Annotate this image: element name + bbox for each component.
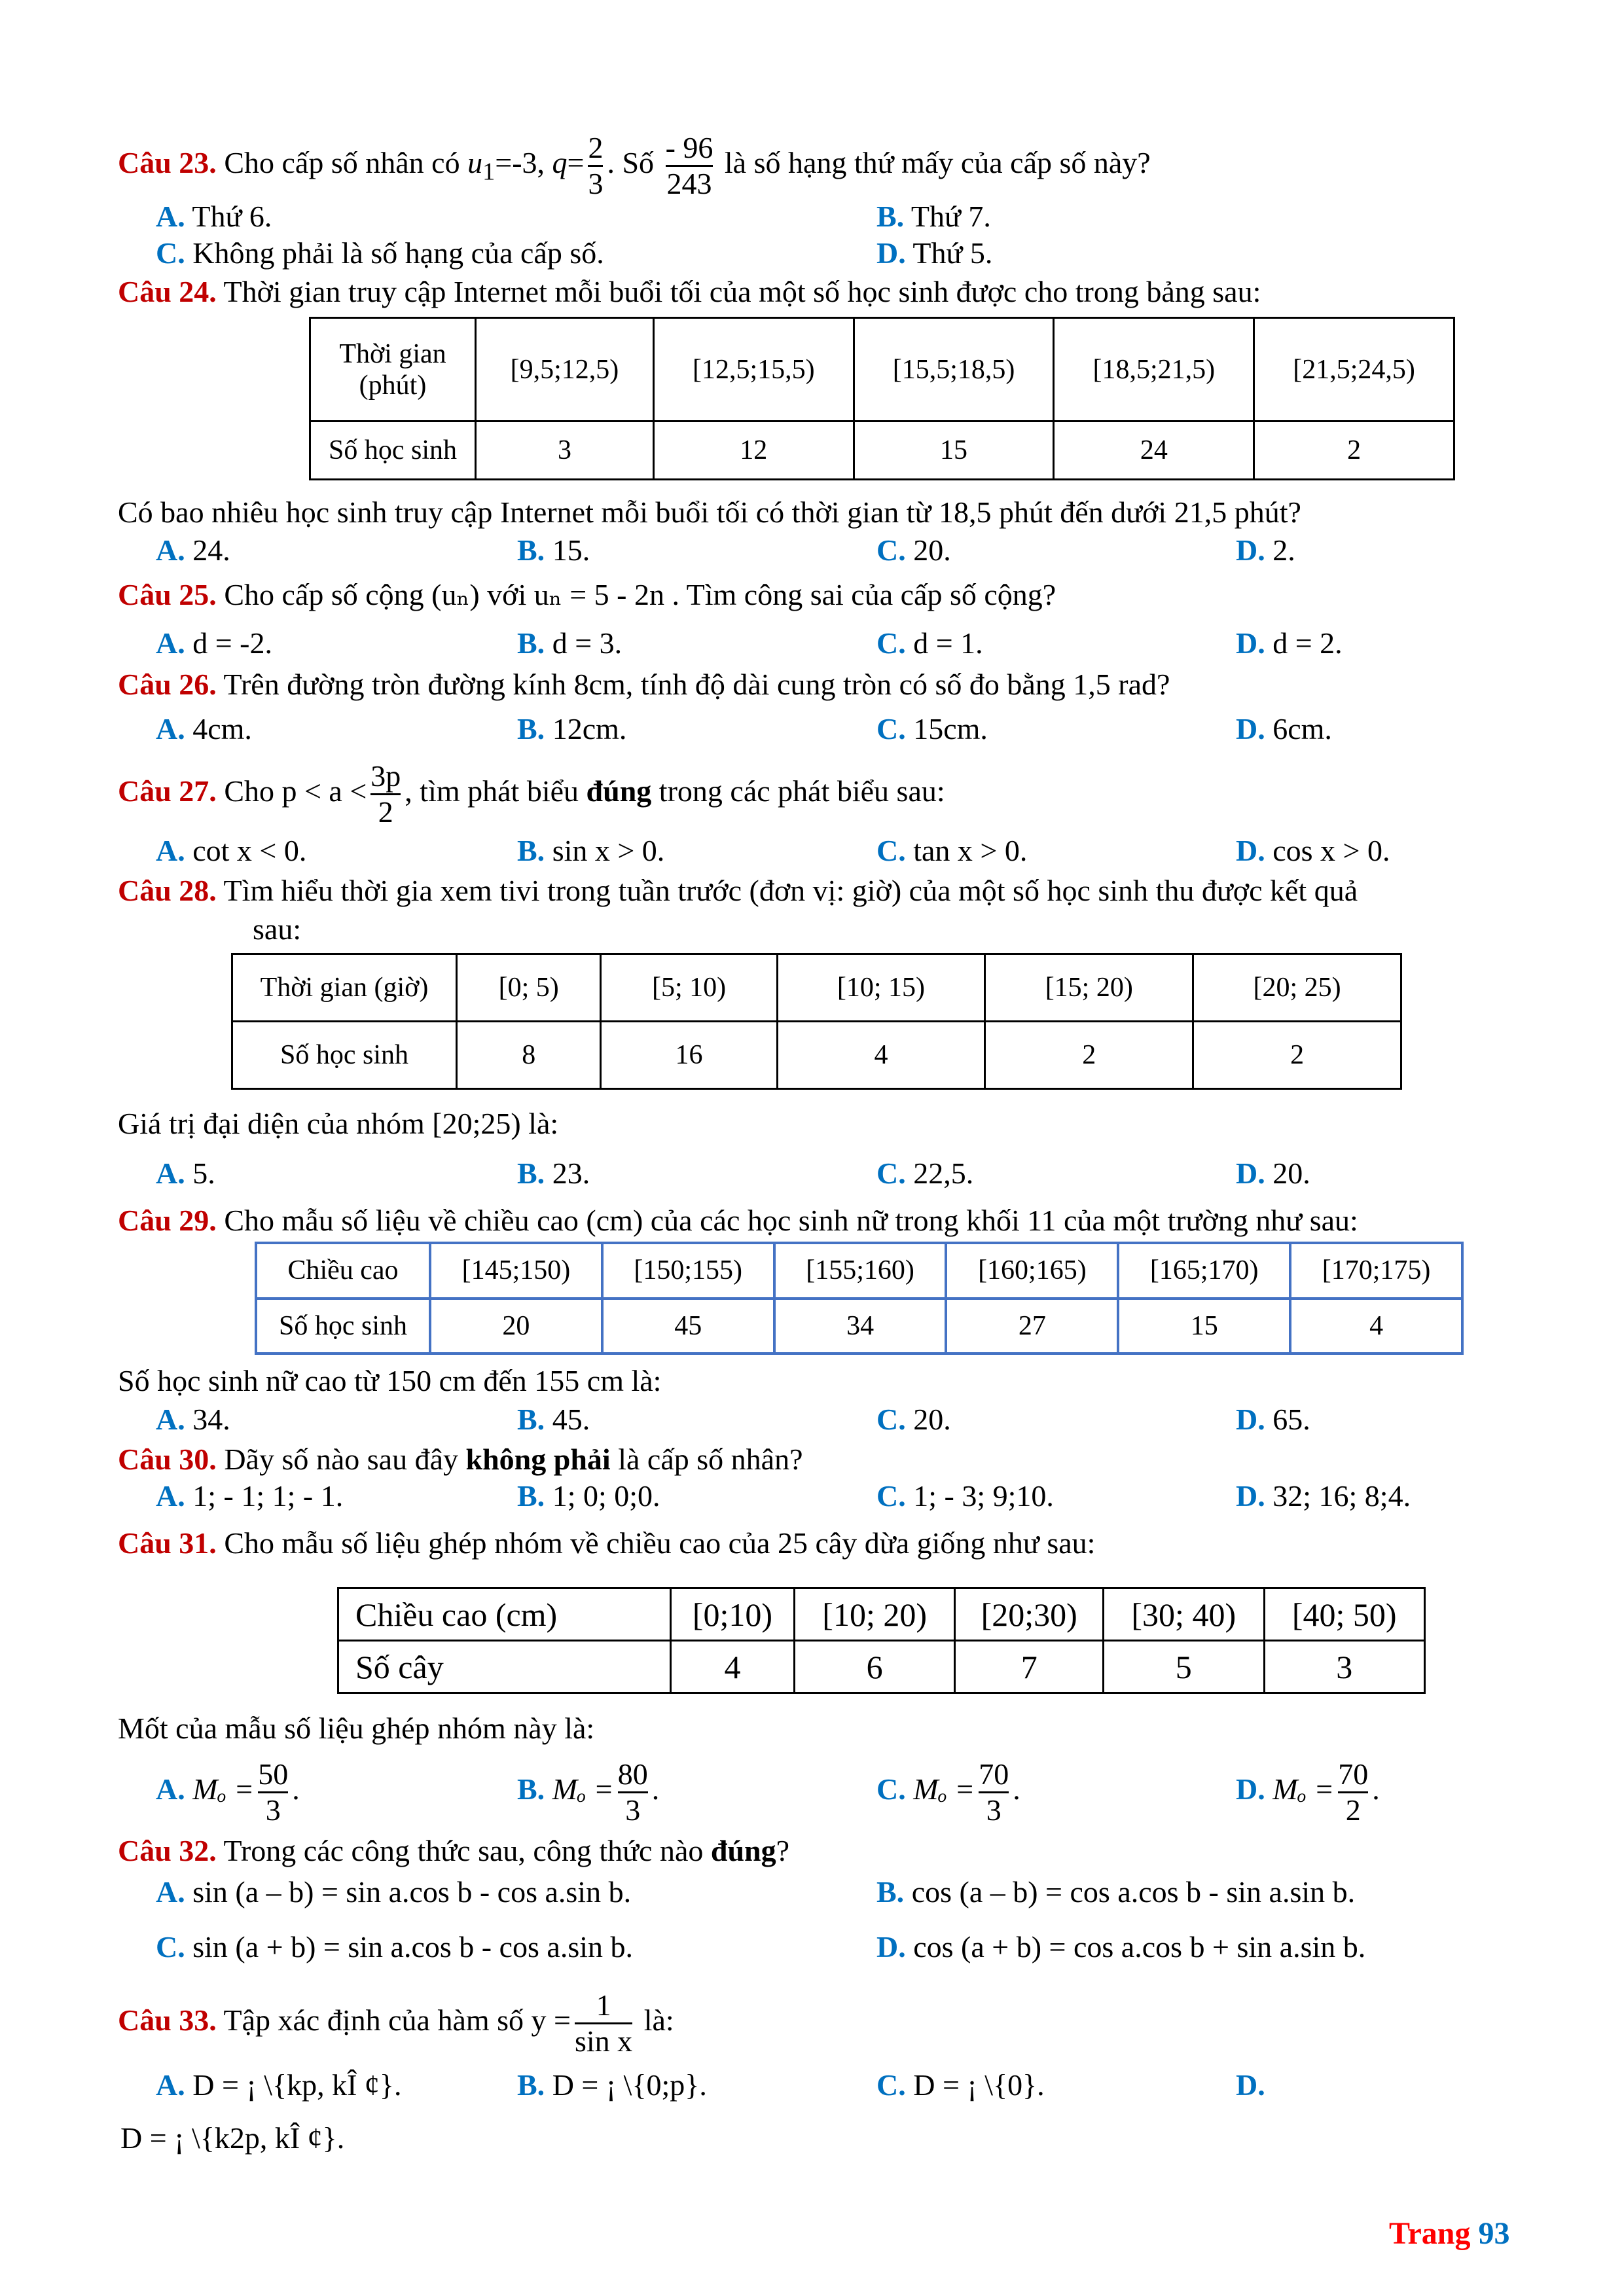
fraction [666,131,713,201]
fraction [1338,1757,1368,1827]
fraction [370,759,401,829]
option-text: Mₒ = [552,1772,614,1806]
option-text: 45. [552,1403,590,1436]
option-d[interactable] [876,1928,1365,1967]
numerator: 70 [979,1757,1009,1791]
option-d[interactable] [1236,831,1390,870]
option-a[interactable] [156,1400,230,1439]
option-letter: A. [156,626,185,660]
table-cell: 3 [1264,1641,1425,1693]
table-header: Số cây [338,1641,671,1693]
option-d[interactable] [1236,709,1332,749]
option-letter: D. [1236,626,1265,660]
option-b[interactable] [517,1400,590,1439]
table-cell: [20; 25) [1193,954,1401,1022]
math: u [467,146,483,180]
table-cell: 2 [1193,1022,1401,1089]
option-d-letter[interactable] [1236,2066,1265,2105]
table-cell: 15 [854,422,1054,480]
question-text: Mốt của mẫu số liệu ghép nhóm này là: [118,1712,595,1745]
option-letter: D. [1236,1403,1265,1436]
fraction [618,1757,648,1827]
option-letter: C. [876,1157,906,1190]
option-c[interactable] [876,1154,973,1193]
option-letter: C. [876,712,906,745]
option-c[interactable] [876,2066,1045,2105]
page-label: Trang [1389,2216,1471,2251]
option-text: 4cm. [192,712,252,745]
option-text: D = ¡ \{k2p, kÎ ¢}. [120,2121,345,2155]
denominator: 3 [625,1793,641,1827]
option-letter: C. [876,834,906,867]
option-text: cos (a – b) = cos a.cos b - sin a.sin b. [911,1875,1356,1909]
denominator: 3 [265,1793,281,1827]
option-b[interactable]: B. Mₒ = $\frac{80}{3}$ . [517,1757,660,1827]
question-text: Cho cấp số cộng (uₙ) với uₙ = 5 - 2n . Tìm công sai của cấp số cộng? [224,578,1056,611]
option-text: 15. [552,533,590,567]
option-letter: A. [156,1157,185,1190]
option-c[interactable] [156,1928,633,1967]
question-label: Câu 29. [118,1204,217,1237]
option-letter: A. [156,533,185,567]
option-c[interactable] [876,831,1027,870]
question-31 [118,1524,1095,1563]
question-27 [118,759,945,829]
fraction [258,1757,288,1827]
option-text: Thứ 5. [912,236,993,270]
table-cell: 4 [671,1641,795,1693]
question-28 [118,871,1358,910]
table-cell: [18,5;21,5) [1054,318,1254,422]
option-d[interactable]: D. Mₒ = $\frac{70}{2}$ . [1236,1757,1380,1827]
numerator: 1 [596,1988,611,2022]
option-a[interactable] [156,709,252,749]
table-cell: 24 [1054,422,1254,480]
data-table-28 [231,953,1402,1090]
option-text: sin x > 0. [552,834,665,867]
option-c[interactable] [876,1400,951,1439]
option-letter: D. [1236,2068,1265,2102]
table-cell: [9,5;12,5) [476,318,654,422]
table-cell: [165;170) [1118,1243,1290,1299]
option-b[interactable] [517,624,622,663]
numerator: 2 [588,131,604,164]
option-text: 1; - 3; 9;10. [913,1479,1054,1513]
option-letter: D. [1236,712,1265,745]
option-b[interactable] [517,709,626,749]
question-24 [118,272,1261,312]
option-text: 20. [913,1403,951,1436]
option-text: Thứ 7. [911,200,991,233]
option-letter: A. [156,1875,185,1909]
option-text: 2. [1272,533,1295,567]
question-label: Câu 26. [118,668,217,701]
option-text: 23. [552,1157,590,1190]
option-letter: C. [156,1930,185,1964]
option-text: d = 3. [552,626,623,660]
table-cell: [150;155) [602,1243,774,1299]
option-text: 65. [1272,1403,1310,1436]
option-letter: B. [517,1403,545,1436]
option-text: tan x > 0. [913,834,1028,867]
option-letter: B. [517,1479,545,1513]
option-letter: A. [156,1403,185,1436]
question-23 [118,131,1151,200]
option-letter: C. [876,1403,906,1436]
option-letter: B. [517,626,545,660]
option-d[interactable] [1236,1477,1411,1516]
question-text: Cho p < a < [224,774,367,808]
table-cell: [145;150) [430,1243,602,1299]
table-cell: [160;165) [946,1243,1118,1299]
table-cell: 16 [601,1022,777,1089]
table-cell: [10; 20) [794,1588,954,1641]
option-text: cos x > 0. [1272,834,1390,867]
table-cell: [21,5;24,5) [1254,318,1454,422]
numerator: 70 [1338,1757,1369,1791]
question-29 [118,1201,1358,1240]
denominator: 3 [986,1793,1001,1827]
option-letter: B. [517,2068,545,2102]
data-table-31 [337,1587,1426,1694]
table-cell: 45 [602,1299,774,1354]
option-text: cos (a + b) = cos a.cos b + sin a.sin b. [913,1930,1366,1964]
denominator: 243 [666,167,712,200]
option-text: Mₒ = [1272,1772,1335,1806]
denominator: sin x [575,2024,633,2058]
option-text: 15cm. [913,712,988,745]
question-label: Câu 30. [118,1443,217,1476]
question-text: Cho cấp số nhân có [224,146,460,180]
table-header: Chiều cao (cm) [338,1588,671,1641]
numerator: 3p [370,759,401,793]
option-a[interactable] [156,197,272,236]
question-text: ? [776,1834,790,1867]
table-cell: [170;175) [1290,1243,1462,1299]
table-cell: [15; 20) [985,954,1193,1022]
option-a[interactable]: A. Mₒ = $\frac{50}{3}$ . [156,1757,300,1827]
table-cell: 4 [1290,1299,1462,1354]
option-letter: B. [517,533,545,567]
page-number [1389,2215,1509,2251]
question-label: Câu 31. [118,1526,217,1560]
question-label: Câu 24. [118,275,217,308]
option-letter: C. [876,1479,906,1513]
math: =-3, [495,146,545,180]
table-cell: 4 [777,1022,985,1089]
denominator: 3 [588,167,604,200]
option-text: Thứ 6. [192,200,272,233]
option-text: 34. [192,1403,230,1436]
option-letter: B. [876,1875,905,1909]
option-d[interactable] [120,2119,344,2158]
fraction [575,1988,632,2058]
option-b[interactable] [517,531,590,570]
question-25 [118,575,1056,615]
denominator: 2 [378,795,393,829]
question-30 [118,1440,803,1479]
table-cell: 5 [1104,1641,1264,1693]
table-header: Thời gian (phút) [310,318,476,422]
table-cell: [10; 15) [777,954,985,1022]
option-text: d = 2. [1272,626,1343,660]
option-d[interactable] [1236,1400,1310,1439]
math: 1 [482,158,496,186]
table-cell: 34 [774,1299,947,1354]
question-text: . Số [607,146,655,180]
question-text: trong các phát biểu sau: [659,774,945,808]
option-text: 20. [1272,1157,1310,1190]
question-text: Thời gian truy cập Internet mỗi buổi tối của một số học sinh được cho trong bảng sau: [223,275,1261,308]
option-text: Không phải là số hạng của cấp số. [192,236,604,270]
table-cell: [40; 50) [1264,1588,1425,1641]
question-label: Câu 23. [118,146,217,180]
option-text: 24. [192,533,230,567]
option-b[interactable] [517,1477,660,1516]
numerator: - 96 [665,131,713,164]
question-text: Số học sinh nữ cao từ 150 cm đến 155 cm là: [118,1364,662,1397]
table-cell: [155;160) [774,1243,947,1299]
option-text: 6cm. [1272,712,1332,745]
question-text: Trong các công thức sau, công thức nào [223,1834,704,1867]
table-header: Số học sinh [232,1022,457,1089]
question-label: Câu 28. [118,874,217,907]
question-text: , tìm phát biểu [405,774,579,808]
table-cell: [5; 10) [601,954,777,1022]
question-text: là: [643,2003,674,2037]
denominator: 2 [1345,1793,1361,1827]
option-b[interactable] [876,197,991,236]
option-letter: A. [156,1479,185,1513]
option-letter: B. [517,712,545,745]
option-d[interactable] [876,234,992,273]
question-text: sau: [253,912,302,946]
option-a[interactable] [156,531,230,570]
option-c[interactable] [876,709,988,749]
table-cell: [30; 40) [1104,1588,1264,1641]
option-letter: D. [1236,1772,1265,1806]
option-text: D = ¡ \{0}. [913,2068,1045,2102]
table-cell: 15 [1118,1299,1290,1354]
table-header: Chiều cao [256,1243,430,1299]
table-cell: 8 [457,1022,601,1089]
emphasis: đúng [586,774,652,808]
option-d[interactable] [1236,1154,1310,1193]
option-b[interactable] [517,1154,590,1193]
question-text: Trên đường tròn đường kính 8cm, tính độ dài cung tròn có số đo bằng 1,5 rad? [223,668,1170,701]
question-label: Câu 33. [118,2003,217,2037]
question-text: Cho mẫu số liệu về chiều cao (cm) của các học sinh nữ trong khối 11 của một trường như sau: [224,1204,1358,1237]
option-b[interactable] [876,1873,1355,1912]
table-cell: [15,5;18,5) [854,318,1054,422]
option-letter: D. [1236,533,1265,567]
option-text: sin (a + b) = sin a.cos b - cos a.sin b. [192,1930,634,1964]
question-text: Cho mẫu số liệu ghép nhóm về chiều cao của 25 cây dừa giống như sau: [224,1526,1096,1560]
table-cell: 20 [430,1299,602,1354]
option-letter: C. [876,2068,906,2102]
option-c[interactable] [876,531,951,570]
table-cell: 3 [476,422,654,480]
option-letter: B. [517,1772,545,1806]
option-text: cot x < 0. [192,834,307,867]
option-letter: C. [876,626,906,660]
table-cell: 7 [955,1641,1104,1693]
table-cell: 6 [794,1641,954,1693]
question-text: Tìm hiểu thời gia xem tivi trong tuần trước (đơn vị: giờ) của một số học sinh thu được kết quả [223,874,1358,907]
option-d[interactable] [1236,531,1295,570]
option-text: 22,5. [913,1157,974,1190]
table-cell: [0;10) [671,1588,795,1641]
option-letter: B. [517,1157,545,1190]
option-letter: A. [156,200,185,233]
option-text: 1; 0; 0;0. [552,1479,660,1513]
option-letter: A. [156,834,185,867]
option-text: D = ¡ \{0;p}. [552,2068,707,2102]
data-table-29 [255,1242,1464,1355]
option-a[interactable] [156,1154,215,1193]
option-c[interactable]: C. Mₒ = $\frac{70}{3}$ . [876,1757,1020,1827]
question-32 [118,1831,789,1871]
table-cell: [12,5;15,5) [653,318,854,422]
question-label: Câu 32. [118,1834,217,1867]
question-text: là cấp số nhân? [618,1443,803,1476]
emphasis: đúng [710,1834,776,1867]
option-letter: B. [517,834,545,867]
question-26 [118,665,1170,704]
question-text: Dãy số nào sau đây [224,1443,459,1476]
option-letter: D. [1236,834,1265,867]
data-table-24 [309,317,1455,480]
table-cell: 12 [653,422,854,480]
option-letter: D. [876,1930,906,1964]
option-text: Mₒ = [192,1772,255,1806]
option-letter: C. [876,533,906,567]
fraction [979,1757,1009,1827]
option-c[interactable] [876,624,983,663]
option-a[interactable] [156,2066,401,2105]
option-a[interactable] [156,1873,631,1912]
option-text: 5. [192,1157,215,1190]
option-b[interactable] [517,831,664,870]
table-header: Số học sinh [256,1299,430,1354]
option-letter: A. [156,2068,185,2102]
option-letter: B. [876,200,905,233]
question-text: Tập xác định của hàm số y = [223,2003,571,2037]
question-33 [118,1988,674,2058]
question-label: Câu 25. [118,578,217,611]
option-text: Mₒ = [913,1772,975,1806]
option-letter: D. [1236,1479,1265,1513]
option-a[interactable] [156,624,272,663]
option-text: 12cm. [552,712,627,745]
table-header: Số học sinh [310,422,476,480]
table-cell: [0; 5) [457,954,601,1022]
option-letter: D. [1236,1157,1265,1190]
math: q [552,146,568,180]
table-cell: [20;30) [955,1588,1104,1641]
question-text: Giá trị đại diện của nhóm [20;25) là: [118,1107,559,1140]
numerator: 50 [258,1757,289,1791]
option-letter: A. [156,1772,185,1806]
option-c[interactable] [876,1477,1054,1516]
option-text: D = ¡ \{kp, kÎ ¢}. [192,2068,402,2102]
option-b[interactable] [517,2066,707,2105]
option-text: sin (a – b) = sin a.cos b - cos a.sin b. [192,1875,632,1909]
numerator: 80 [617,1757,648,1791]
table-cell: 2 [985,1022,1193,1089]
option-letter: D. [876,236,906,270]
option-text: 32; 16; 8;4. [1272,1479,1411,1513]
option-text: 1; - 1; 1; - 1. [192,1479,344,1513]
fraction [588,131,603,201]
option-d[interactable] [1236,624,1343,663]
question-text: Có bao nhiêu học sinh truy cập Internet mỗi buổi tối có thời gian từ 18,5 phút đến dưới 21,5 phút? [118,495,1301,529]
page-number-value: 93 [1478,2216,1510,2251]
table-cell: 2 [1254,422,1454,480]
option-letter: C. [876,1772,906,1806]
option-letter: A. [156,712,185,745]
question-text: là số hạng thứ mấy của cấp số này? [724,146,1151,180]
option-a[interactable] [156,1477,343,1516]
option-c[interactable] [156,234,604,273]
option-text: 20. [913,533,951,567]
option-text: d = -2. [192,626,272,660]
option-letter: C. [156,236,185,270]
question-label: Câu 27. [118,774,217,808]
option-text: d = 1. [913,626,983,660]
emphasis: không phải [465,1443,611,1476]
table-cell: 27 [946,1299,1118,1354]
table-header: Thời gian (giờ) [232,954,457,1022]
option-a[interactable] [156,831,306,870]
math: = [567,146,585,180]
